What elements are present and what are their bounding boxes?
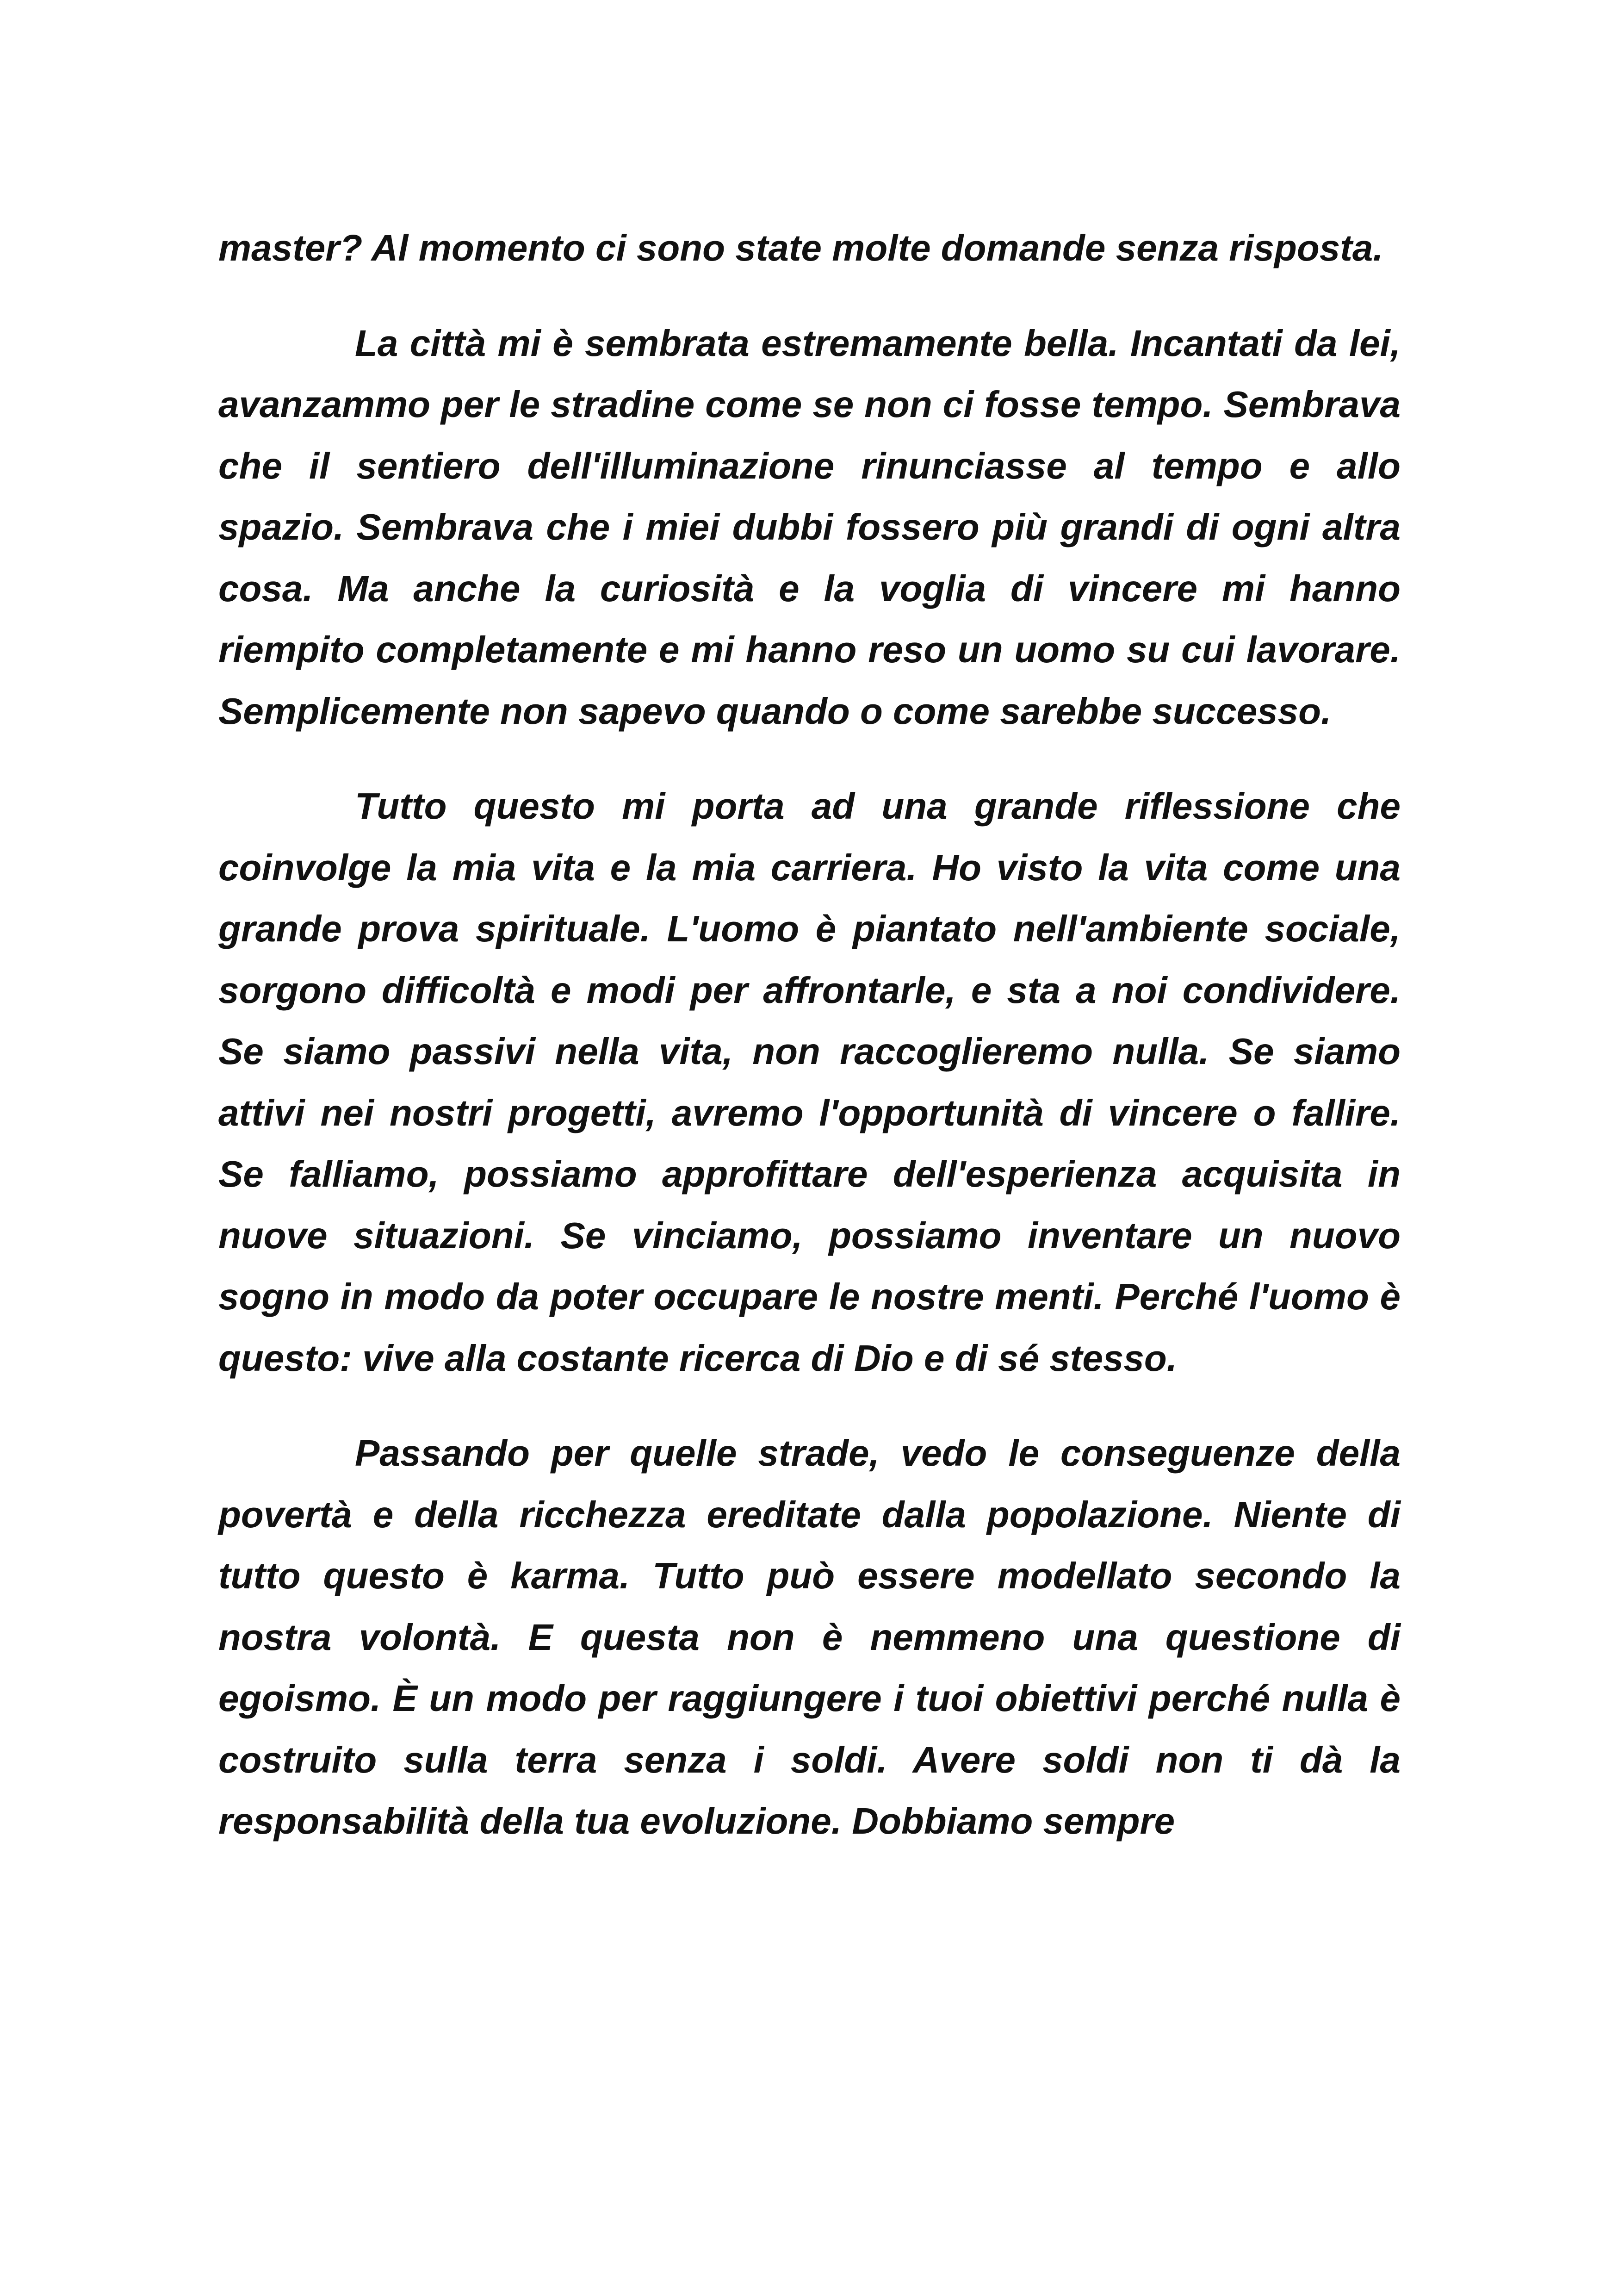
document-page — [218, 218, 1401, 1852]
paragraph-4: Passando per quelle strade, vedo le conseguenze della povertà e della ricchezza ereditate dalla popolazione. Niente di tutto questo è karma. Tutto può essere modellato secondo la nostra volontà. E questa non è nemmeno una questione di egoismo. È un modo per raggiungere i tuoi obiettivi perché nulla è costruito sulla terra senza i soldi. Avere soldi non ti dà la responsabilità della tua evoluzione. Dobbiamo sempre — [218, 1432, 1401, 1842]
paragraph-3: Tutto questo mi porta ad una grande riflessione che coinvolge la mia vita e la mia carriera. Ho visto la vita come una grande prova spirituale. L'uomo è piantato nell'ambiente sociale, sorgono difficoltà e modi per affrontarle, e sta a noi condividere. Se siamo passivi nella vita, non raccoglieremo nulla. Se siamo attivi nei nostri progetti, avremo l'opportunità di vincere o fallire. Se falliamo, possiamo approfittare dell'esperienza acquisita in nuove situazioni. Se vinciamo, possiamo inventare un nuovo sogno in modo da poter occupare le nostre menti. Perché l'uomo è questo: vive alla costante ricerca di Dio e di sé stesso. — [218, 785, 1401, 1379]
paragraph-1: master? Al momento ci sono state molte domande senza risposta. — [218, 227, 1383, 268]
paragraph-2: La città mi è sembrata estremamente bella. Incantati da lei, avanzammo per le stradine come se non ci fosse tempo. Sembrava che il sentiero dell'illuminazione rinunciasse al tempo e allo spazio. Sembrava che i miei dubbi fossero più grandi di ogni altra cosa. Ma anche la curiosità e la voglia di vincere mi hanno riempito completamente e mi hanno reso un uomo su cui lavorare. Semplicemente non sapevo quando o come sarebbe successo. — [218, 322, 1401, 732]
